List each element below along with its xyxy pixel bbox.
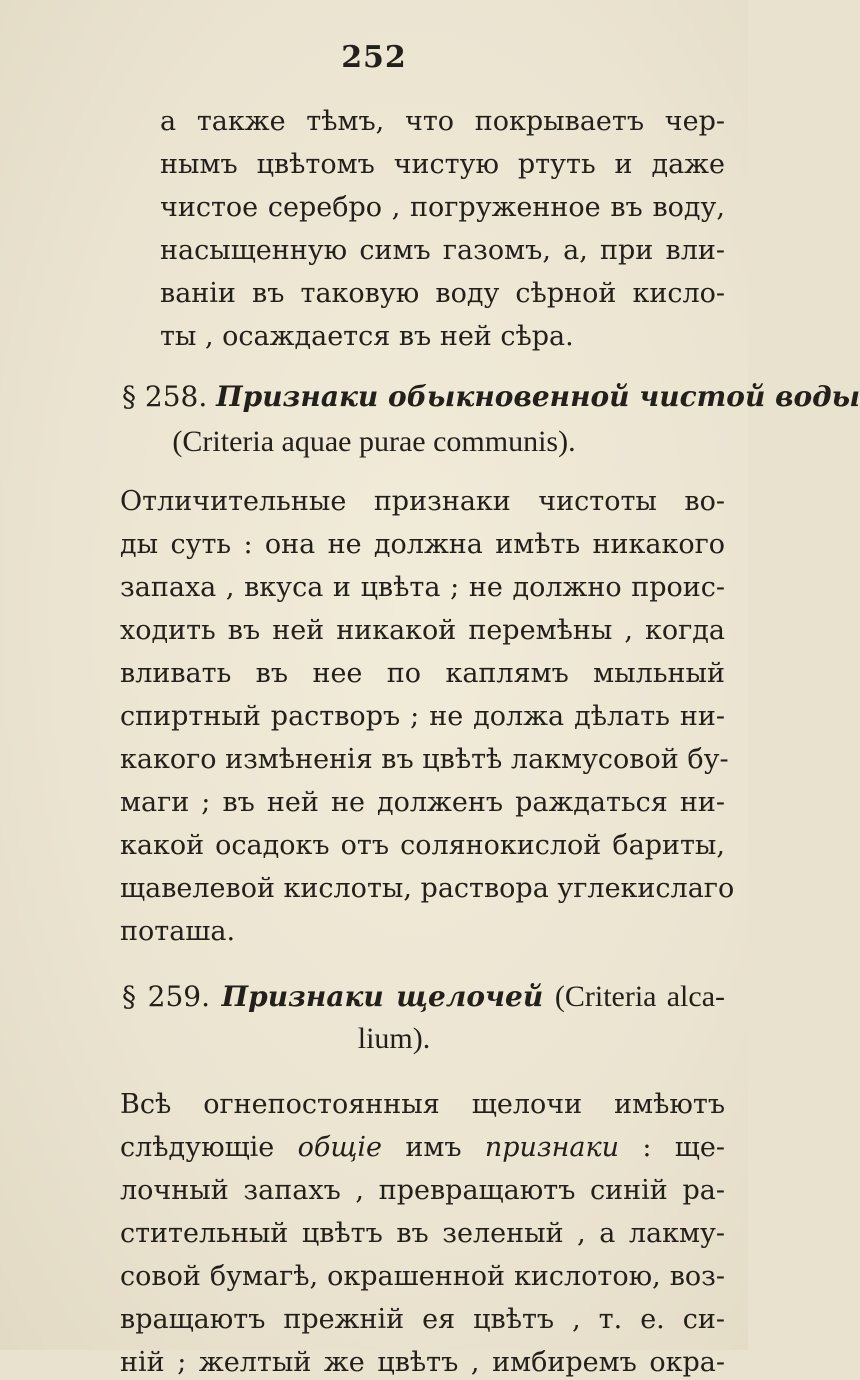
text-line: стительный цвѣтъ въ зеленый , а лакму-	[120, 1218, 725, 1249]
section-heading-258	[122, 380, 860, 414]
text-line: вливать въ нее по каплямъ мыльный	[120, 658, 725, 689]
text-line: какой осадокъ отъ солянокислой бариты,	[120, 830, 725, 861]
section-number: § 259.	[122, 980, 210, 1013]
section-number: § 258.	[122, 380, 208, 413]
page-number: 252	[341, 40, 407, 75]
section-heading-259	[122, 980, 725, 1014]
text-line: поташа.	[120, 916, 236, 947]
text-fragment: : ще-	[642, 1132, 725, 1163]
section-title: Признаки обыкновенной чистой воды	[216, 380, 860, 413]
emphasis-word: признаки	[484, 1132, 620, 1163]
text-line: чистое серебро , погруженное въ воду,	[160, 192, 725, 223]
text-line: а также тѣмъ, что покрываетъ чер-	[160, 106, 725, 137]
text-line	[120, 1131, 725, 1165]
text-line: вращаютъ прежній ея цвѣтъ , т. е. си-	[120, 1304, 725, 1335]
text-line: совой бумагѣ, окрашенной кислотою, воз-	[120, 1261, 725, 1292]
text-line: маги ; въ ней не долженъ раждаться ни-	[120, 787, 725, 818]
text-line: запаха , вкуса и цвѣта ; не должно проис-	[120, 572, 725, 603]
text-line: ваніи въ таковую воду сѣрной кисло-	[160, 278, 725, 309]
text-line: какого измѣненія въ цвѣтѣ лакмусовой бу-	[120, 744, 729, 775]
text-line: спиртный растворъ ; не должа дѣлать ни-	[120, 701, 725, 732]
text-line: ходить въ ней никакой перемѣны , когда	[120, 615, 725, 646]
text-line: нымъ цвѣтомъ чистую ртуть и даже	[160, 149, 725, 180]
section-latin-title: (Criteria aquae purae communis).	[172, 425, 576, 458]
emphasis-word: общіе	[297, 1132, 382, 1163]
text-fragment: имъ	[405, 1132, 462, 1163]
text-line: Всѣ огнепостоянныя щелочи имѣютъ	[120, 1089, 725, 1120]
section-latin-title: (Criteria alca-	[554, 980, 726, 1013]
text-line: ній ; желтый же цвѣтъ , имбиремъ окра-	[120, 1347, 725, 1378]
text-line: лочный запахъ , превращаютъ синій ра-	[120, 1175, 725, 1206]
text-fragment: слѣдующіе	[120, 1132, 275, 1163]
section-latin-title-continued: lium).	[357, 1022, 431, 1055]
text-line: щавелевой кислоты, раствора углекислаго	[120, 873, 735, 904]
text-line: Отличительные признаки чистоты во-	[120, 486, 725, 517]
text-line: ты , осаждается въ ней сѣра.	[160, 321, 574, 352]
text-line: насыщенную симъ газомъ, а, при вли-	[160, 235, 725, 266]
text-line: ды суть : она не должна имѣть никакого	[120, 529, 725, 560]
section-title: Признаки щелочей	[221, 980, 544, 1013]
